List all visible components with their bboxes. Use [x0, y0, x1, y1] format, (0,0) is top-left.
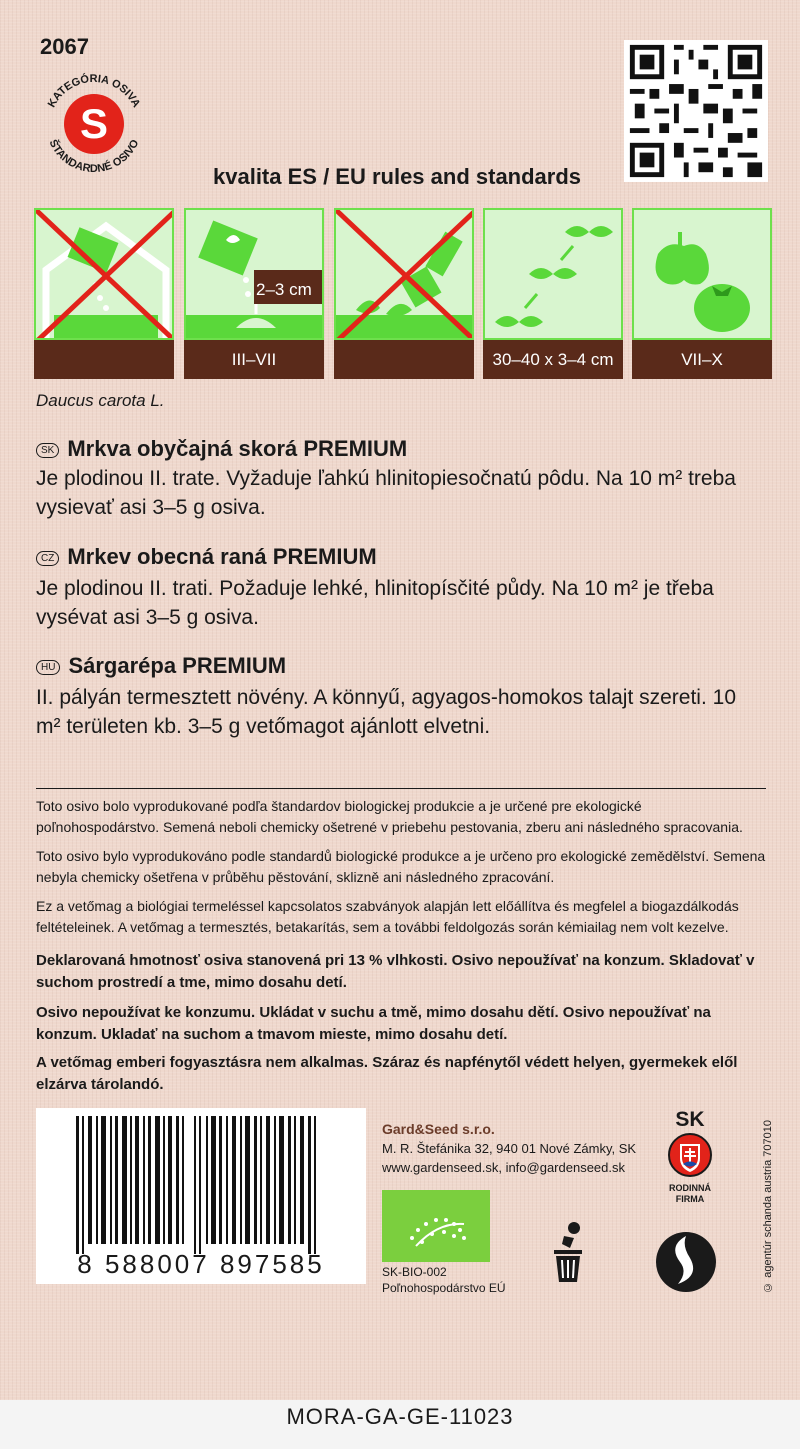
latin-name: Daucus carota L.	[36, 391, 165, 410]
barcode-bars	[36, 1116, 366, 1256]
warning-cz-sk: Osivo nepoužívat ke konzumu. Ukládat v suchu a tmě, mimo dosahu dětí. Osivo nepoužívať na konzum. Ukladať na suchom a tmavom mieste, mimo dosahu detí.	[36, 1004, 711, 1043]
footer-code: MORA-GA-GE-11023	[286, 1404, 514, 1429]
note-sk: Toto osivo bolo vyprodukované podľa štandardov biologickej produkcie a je určené pre ekologické poľnohospodárstvo. Semená neboli chemicky ošetrené v priebehu pestovania, zberu ani následného spracovania.	[36, 798, 743, 835]
trash-bin-icon	[548, 1220, 588, 1286]
pictogram-label	[34, 340, 174, 379]
badge-top-text: KATEGÓRIA OSIVA	[45, 72, 143, 110]
company-web[interactable]: www.gardenseed.sk, info@gardenseed.sk	[382, 1160, 626, 1175]
section-title-cz: CZ Mrkev obecná raná PREMIUM	[36, 544, 377, 570]
spacing-label: 30–40 x 3–4 cm	[483, 340, 623, 379]
warning-hu: A vetőmag emberi fogyasztásra nem alkalmas. Száraz és napfénytől védett helyen, gyermekek elől elzárva tárolandó.	[36, 1054, 738, 1093]
lang-badge: CZ	[36, 551, 59, 566]
badge-bottom-text: ŠTANDARDNÉ OSIVO	[46, 137, 142, 176]
bio-code: SK-BIO-002	[382, 1265, 447, 1279]
barcode-number: 8 588007 897585	[77, 1249, 325, 1279]
section-title-sk: SK Mrkva obyčajná skorá PREMIUM	[36, 436, 407, 462]
note-hu: Ez a vetőmag a biológiai termeléssel kapcsolatos szabványok alapján lett előállítva és megfelel a biogazdálkodás feltételeinek. A vetőmag a termesztés, betakarítás, sem a további feldolgozás során kémiailag nem volt kezelve.	[36, 898, 739, 935]
family-badge-country: SK	[675, 1108, 705, 1131]
lang-badge: HU	[36, 660, 60, 675]
pictogram-harvest	[632, 208, 772, 379]
family-business-badge	[660, 1108, 720, 1205]
pictogram-label	[334, 340, 474, 379]
sowing-depth: 2–3 cm	[256, 280, 312, 299]
pictogram-greenhouse	[34, 208, 174, 379]
qr-code[interactable]	[624, 40, 768, 182]
recycling-green-dot-icon	[654, 1230, 718, 1294]
section-body-sk: Je plodinou II. trate. Vyžaduje ľahkú hlinitopiesočnatú pôdu. Na 10 m² treba vysievať asi 3–5 g osiva.	[36, 467, 736, 519]
product-code: 2067	[40, 34, 89, 59]
section-title-hu: HU Sárgarépa PREMIUM	[36, 653, 286, 679]
pictogram-spacing	[483, 208, 623, 379]
quality-line: kvalita ES / EU rules and standards	[213, 164, 582, 189]
company-info	[382, 1120, 636, 1177]
warning-sk: Deklarovaná hmotnosť osiva stanovená pri 13 % vlhkosti. Osivo nepoužívať na konzum. Skladovať v suchom prostredí a tme, mimo dosahu detí.	[36, 952, 755, 991]
lang-badge: SK	[36, 443, 59, 458]
section-body-cz: Je plodinou II. trati. Požaduje lehké, hlinitopísčité půdy. Na 10 m² je třeba vysévat asi 3–5 g osiva.	[36, 577, 714, 629]
divider	[36, 788, 766, 789]
bio-text: Poľnohospodárstvo EÚ	[382, 1281, 506, 1295]
pictogram-transplant	[334, 208, 474, 379]
family-badge-text: RODINNÁ FIRMA	[669, 1183, 711, 1204]
harvest-period: VII–X	[632, 340, 772, 379]
seed-category-badge	[34, 62, 154, 182]
barcode	[36, 1108, 366, 1284]
section-body-hu: II. pályán termesztett növény. A könnyű, agyagos-homokos talajt szereti. 10 m² területen kb. 3–5 g vetőmagot ajánlott elvetni.	[36, 686, 736, 738]
side-print-code: © agentúr schanda austria 707010	[762, 1120, 774, 1293]
note-cz: Toto osivo bylo vyprodukováno podle standardů biologické produkce a je určeno pro ekologické zemědělství. Semena nebyla chemicky ošetřena v průběhu pěstování, sklizně ani následného zpracování.	[36, 848, 766, 885]
sowing-period: III–VII	[184, 340, 324, 379]
company-address: M. R. Štefánika 32, 940 01 Nové Zámky, SK	[382, 1141, 637, 1156]
eu-organic-logo-icon	[382, 1190, 490, 1262]
company-name: Gard&Seed s.r.o.	[382, 1121, 495, 1137]
bio-info	[382, 1264, 506, 1296]
pictogram-direct-sowing	[184, 208, 324, 379]
badge-letter: S	[79, 100, 109, 147]
slovak-shield-icon	[667, 1132, 713, 1178]
